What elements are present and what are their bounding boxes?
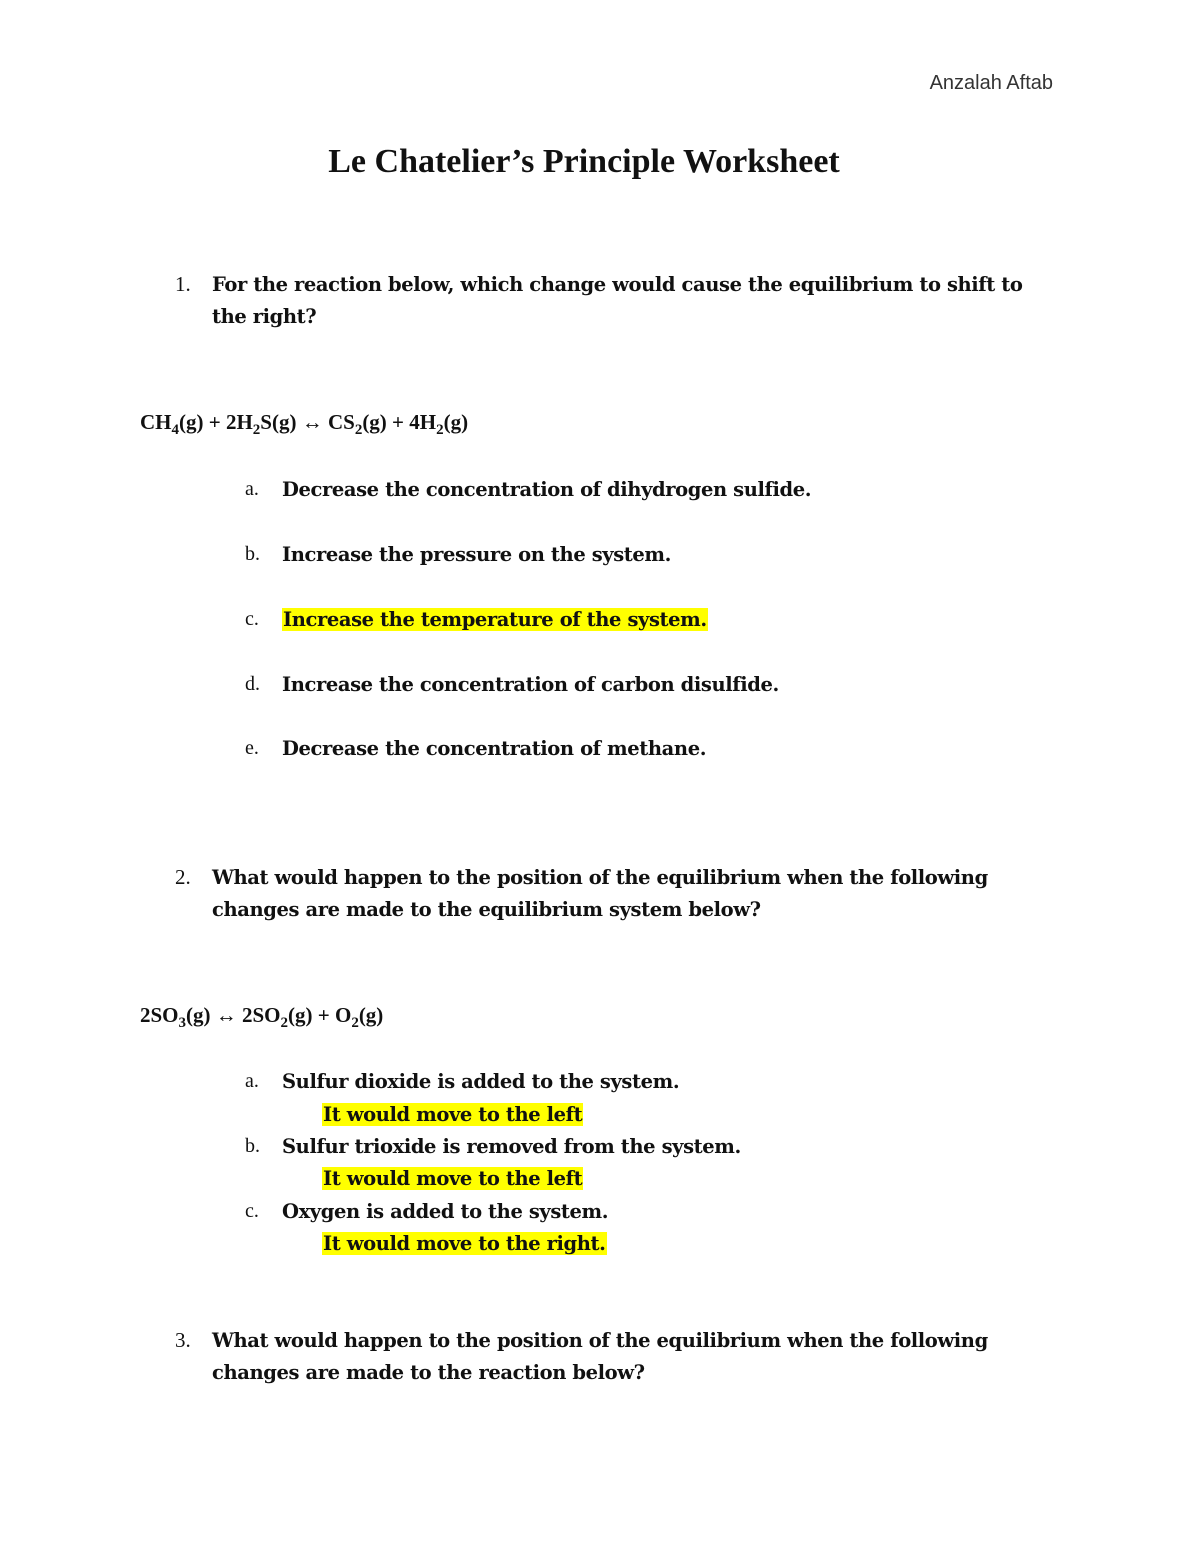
question-1-equation bbox=[140, 410, 469, 438]
equation-part: (g) + 4H bbox=[362, 410, 437, 434]
equation-subscript: 2 bbox=[436, 422, 444, 438]
option-letter: b. bbox=[245, 543, 260, 565]
item-letter: a. bbox=[245, 1070, 259, 1092]
item-answer bbox=[322, 1232, 607, 1255]
equation-subscript: 4 bbox=[171, 422, 179, 438]
question-2-text: What would happen to the position of the equilibrium when the following changes are made to the equilibrium system below? bbox=[212, 866, 988, 921]
equation-part: 2SO bbox=[140, 1003, 179, 1027]
item-text: Oxygen is added to the system. bbox=[282, 1200, 609, 1223]
option-text: Increase the pressure on the system. bbox=[282, 543, 672, 566]
equation-part: (g) bbox=[358, 1003, 384, 1027]
item-answer bbox=[322, 1167, 583, 1190]
author-name: Anzalah Aftab bbox=[929, 72, 1053, 94]
equation-subscript: 2 bbox=[354, 422, 363, 438]
equation-part: (g) bbox=[443, 410, 469, 434]
item-text: Sulfur trioxide is removed from the system. bbox=[282, 1135, 741, 1158]
answer-highlight: It would move to the left bbox=[323, 1167, 583, 1190]
equation-part: (g) + O bbox=[288, 1003, 352, 1027]
equation-subscript: 3 bbox=[178, 1015, 187, 1031]
answer-highlight: Increase the temperature of the system. bbox=[283, 608, 707, 631]
equation-part: S(g) ↔ CS bbox=[260, 410, 355, 434]
option-text-highlighted bbox=[282, 608, 708, 631]
answer-highlight: It would move to the left bbox=[323, 1103, 583, 1126]
option-letter: a. bbox=[245, 478, 259, 500]
question-3-number: 3. bbox=[175, 1328, 191, 1352]
option-text: Increase the concentration of carbon disulfide. bbox=[282, 673, 779, 696]
equation-subscript: 2 bbox=[280, 1015, 289, 1031]
item-letter: c. bbox=[245, 1200, 259, 1222]
question-3-text: What would happen to the position of the equilibrium when the following changes are made to the reaction below? bbox=[212, 1329, 988, 1384]
option-letter: c. bbox=[245, 608, 259, 630]
option-text: Decrease the concentration of methane. bbox=[282, 737, 707, 760]
question-1-number: 1. bbox=[175, 272, 191, 296]
equation-part: (g) ↔ 2SO bbox=[186, 1003, 281, 1027]
equation-subscript: 2 bbox=[252, 422, 261, 438]
item-answer bbox=[322, 1103, 583, 1126]
equation-part: (g) + 2H bbox=[179, 410, 253, 434]
answer-highlight: It would move to the right. bbox=[323, 1232, 606, 1255]
question-2-number: 2. bbox=[175, 865, 191, 889]
page-title: Le Chatelier’s Principle Worksheet bbox=[328, 143, 840, 180]
item-letter: b. bbox=[245, 1135, 260, 1157]
question-1-text: For the reaction below, which change would cause the equilibrium to shift to the right? bbox=[212, 273, 1023, 328]
question-2-equation bbox=[140, 1003, 384, 1031]
option-letter: e. bbox=[245, 737, 259, 759]
equation-part: CH bbox=[140, 410, 172, 434]
equation-subscript: 2 bbox=[351, 1015, 359, 1031]
option-text: Decrease the concentration of dihydrogen sulfide. bbox=[282, 478, 812, 501]
option-letter: d. bbox=[245, 673, 260, 695]
item-text: Sulfur dioxide is added to the system. bbox=[282, 1070, 680, 1093]
